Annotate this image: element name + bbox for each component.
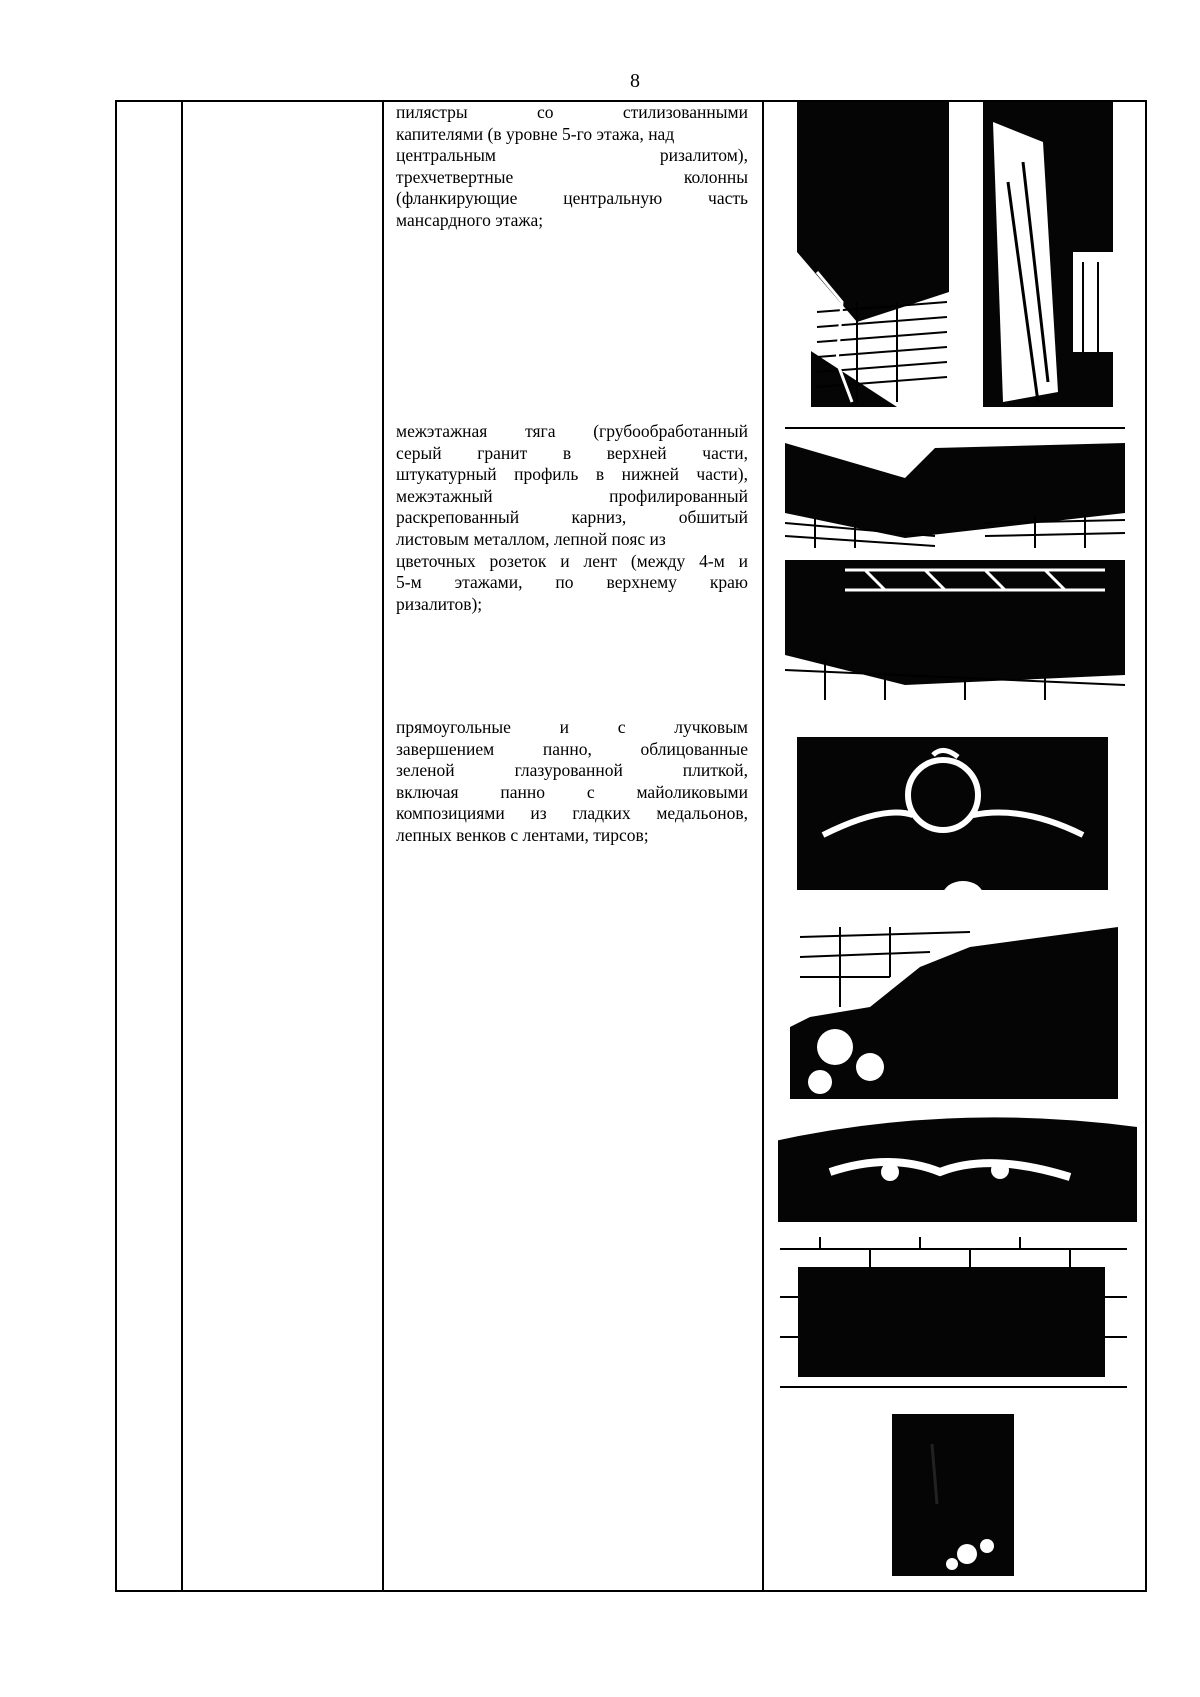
column-divider-3 — [762, 102, 764, 1590]
description-line: трехчетвертные колонны — [396, 166, 748, 187]
description-line: серый гранит в верхней части, — [396, 442, 748, 463]
photo-rectangular-panel — [780, 1237, 1127, 1399]
description-line: завершением панно, облицованные — [396, 738, 748, 759]
photo-pilaster-right — [963, 102, 1113, 407]
photo-pilaster-left — [797, 102, 949, 407]
photo-arched-frieze — [770, 1112, 1137, 1222]
description-line: штукатурный профиль в нижней части), — [396, 464, 748, 485]
description-line: листовым металлом, лепной пояс из — [396, 528, 666, 549]
photo-panel-arched — [790, 917, 1118, 1099]
photo-cornice-band — [785, 560, 1125, 700]
description-line: композициями из гладких медальонов, — [396, 803, 748, 824]
element-description-panels — [396, 717, 748, 847]
description-line: (фланкирующие центральную часть — [396, 188, 748, 209]
description-line: раскрепованный карниз, обшитый — [396, 507, 748, 528]
description-line: капителями (в уровне 5-го этажа, над — [396, 123, 675, 144]
page-number: 8 — [630, 70, 640, 92]
description-line: межэтажная тяга (грубообработанный — [396, 421, 748, 441]
element-description-cornice — [396, 421, 748, 615]
element-description-pilasters — [396, 102, 748, 232]
column-divider-1 — [181, 102, 183, 1590]
description-line: прямоугольные и с лучковым — [396, 717, 748, 737]
description-line: межэтажный профилированный — [396, 485, 748, 506]
photo-cornice — [785, 418, 1125, 548]
description-line: зеленой глазурованной плиткой, — [396, 760, 748, 781]
column-divider-2 — [382, 102, 384, 1590]
description-line: лепных венков с лентами, тирсов; — [396, 824, 649, 845]
description-line: цветочных розеток и лент (между 4-м и — [396, 550, 748, 571]
photo-panel-medallion — [783, 715, 1125, 905]
description-line: 5-м этажами, по верхнему краю — [396, 572, 748, 593]
description-line: мансардного этажа; — [396, 209, 544, 230]
description-line: пилястры со стилизованными — [396, 102, 748, 122]
description-line: включая панно с майоликовыми — [396, 781, 748, 802]
description-line: центральным ризалитом), — [396, 145, 748, 166]
photo-column-detail — [892, 1414, 1014, 1576]
description-line: ризалитов); — [396, 593, 483, 614]
